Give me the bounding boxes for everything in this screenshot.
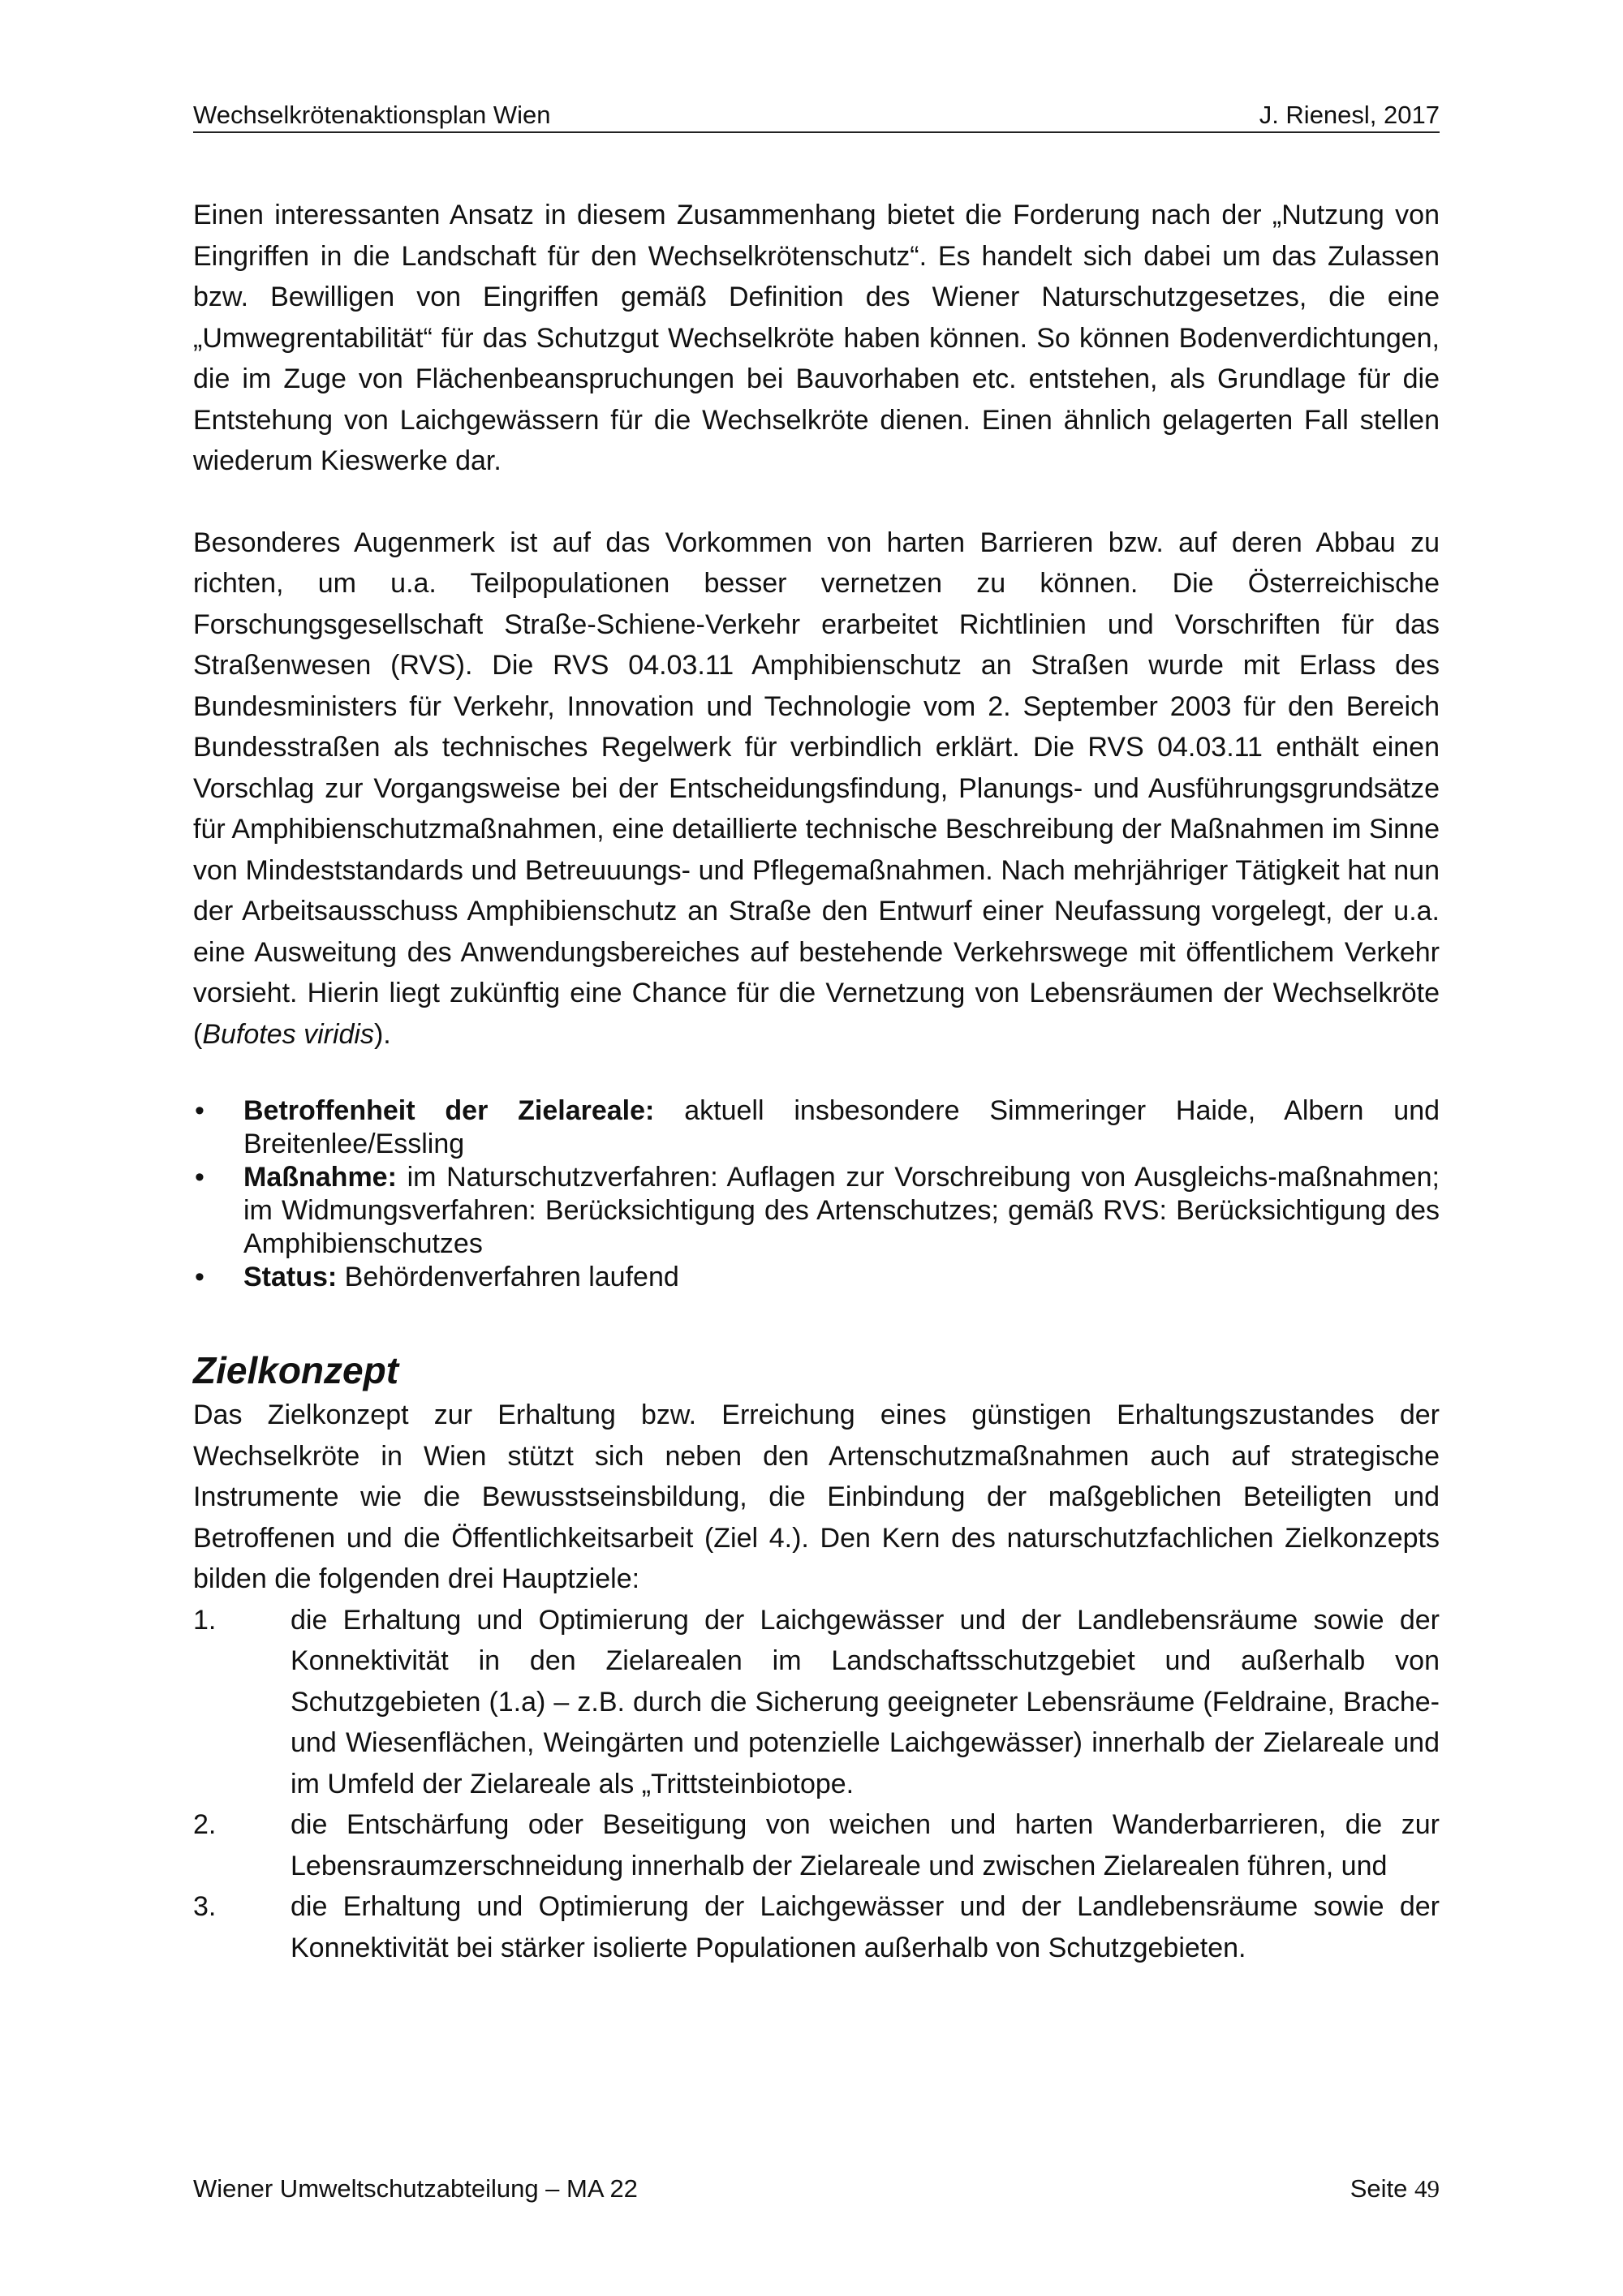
goal-item xyxy=(193,1804,1440,1886)
species-name: Bufotes viridis xyxy=(202,1018,374,1050)
goal-text: die Entschärfung oder Beseitigung von weichen und harten Wanderbarrieren, die zur Lebensraumzerschneidung innerhalb der Zielareale und zwischen Zielarealen führen, und xyxy=(291,1809,1440,1881)
paragraph-barrieren-end: ). xyxy=(373,1018,391,1050)
bullet-icon: • xyxy=(195,1095,204,1126)
footer-organization: Wiener Umweltschutzabteilung – MA 22 xyxy=(193,2174,638,2203)
footer-page xyxy=(1350,2174,1440,2204)
bullet-icon: • xyxy=(195,1162,204,1193)
bullet-item xyxy=(193,1094,1440,1161)
goal-number: 2. xyxy=(193,1809,217,1840)
footer-page-label: Seite xyxy=(1350,2174,1408,2203)
bullet-label: Betroffenheit der Zielareale: xyxy=(243,1095,655,1126)
bullet-label: Maßnahme: xyxy=(243,1162,397,1193)
bullet-icon: • xyxy=(195,1262,204,1292)
goal-text: die Erhaltung und Optimierung der Laichgewässer und der Landlebensräume sowie der Konnektivität bei stärker isolierte Populationen außerhalb von Schutzgebieten. xyxy=(291,1891,1440,1963)
section-heading: Zielkonzept xyxy=(193,1349,399,1391)
bullet-text: Behördenverfahren laufend xyxy=(337,1262,679,1292)
paragraph-barrieren-text: Besonderes Augenmerk ist auf das Vorkommen von harten Barrieren bzw. auf deren Abbau zu richten, um u.a. Teilpopulationen besser vernetzen zu können. Die Österreichische Forschungsgesellschaft Straße-Schiene-Verkehr erarbeitet Richtlinien und Vorschriften für das Straßenwesen (RVS). Die RVS 04.03.11 Amphibienschutz an Straßen wurde mit Erlass des Bundesministers für Verkehr, Innovation und Technologie vom 2. September 2003 für den Bereich Bundesstraßen als technisches Regelwerk für verbindlich erklärt. Die RVS 04.03.11 enthält einen Vorschlag zur Vorgangsweise bei der Entscheidungsfindung, Planungs- und Ausführungsgrundsätze für Amphibienschutzmaßnahmen, eine detaillierte technische Beschreibung der Maßnahmen im Sinne von Mindeststandards und Betreuuungs- und Pflegemaßnahmen. Nach mehrjähriger Tätigkeit hat nun der Arbeitsausschuss Amphibienschutz an Straße den Entwurf einer Neufassung vorgelegt, der u.a. eine Ausweitung des Anwendungsbereiches auf bestehende Verkehrswege mit öffentlichem Verkehr vorsieht. Hierin liegt zukünftig eine Chance für die Vernetzung von Lebensräumen der Wechselkröte ( xyxy=(193,527,1440,1050)
goal-number: 1. xyxy=(193,1604,217,1636)
header-author-year: J. Rienesl, 2017 xyxy=(1259,101,1440,129)
goal-text: die Erhaltung und Optimierung der Laichgewässer und der Landlebensräume sowie der Konnektivität in den Zielarealen im Landschaftsschutzgebiet und außerhalb von Schutzgebieten (1.a) – z.B. durch die Sicherung geeigneter Lebensräume (Feldraine, Brache- und Wiesenflächen, Weingärten und potenzielle Laichgewässer) innerhalb der Zielareale und im Umfeld der Zielareale als „Trittsteinbiotope. xyxy=(291,1604,1440,1799)
section-intro: Das Zielkonzept zur Erhaltung bzw. Erreichung eines günstigen Erhaltungszustandes der Wechselkröte in Wien stützt sich neben den Artenschutzmaßnahmen auch auf strategische Instrumente wie die Bewusstseinsbildung, die Einbindung der maßgeblichen Beteiligten und Betroffenen und die Öffentlichkeitsarbeit (Ziel 4.). Den Kern des naturschutzfachlichen Zielkonzepts bilden die folgenden drei Hauptziele: xyxy=(193,1400,1440,1594)
bullet-item xyxy=(193,1161,1440,1261)
goal-number: 3. xyxy=(193,1891,217,1922)
paragraph-barrieren xyxy=(193,522,1440,1056)
paragraph-eingriffe: Einen interessanten Ansatz in diesem Zusammenhang bietet die Forderung nach der „Nutzung von Eingriffen in die Landschaft für den Wechselkrötenschutz“. Es handelt sich dabei um das Zulassen bzw. Bewilligen von Eingriffen gemäß Definition des Wiener Naturschutzgesetzes, die eine „Umwegrentabilität“ für das Schutzgut Wechselkröte haben können. So können Bodenverdichtungen, die im Zuge von Flächenbeanspruchungen bei Bauvorhaben etc. entstehen, als Grundlage für die Entstehung von Laichgewässern für die Wechselkröte dienen. Einen ähnlich gelagerten Fall stellen wiederum Kieswerke dar. xyxy=(193,200,1440,476)
bullet-text: aktuell insbesondere Simmeringer Haide, Albern und Breitenlee/Essling xyxy=(243,1095,1440,1159)
goal-item xyxy=(193,1886,1440,1968)
status-bullet-list xyxy=(193,1094,1440,1294)
page-body xyxy=(193,195,1440,1968)
goals-list xyxy=(193,1600,1440,1969)
bullet-label: Status: xyxy=(243,1262,338,1292)
goal-item xyxy=(193,1600,1440,1805)
footer-page-number: 49 xyxy=(1414,2174,1440,2203)
bullet-text: im Naturschutzverfahren: Auflagen zur Vorschreibung von Ausgleichs-maßnahmen; im Widmungsverfahren: Berücksichtigung des Artenschutzes; gemäß RVS: Berücksichtigung des Amphibienschutzes xyxy=(243,1162,1440,1259)
header-title: Wechselkrötenaktionsplan Wien xyxy=(193,101,551,129)
bullet-item xyxy=(193,1261,1440,1294)
page-header xyxy=(193,96,1440,133)
